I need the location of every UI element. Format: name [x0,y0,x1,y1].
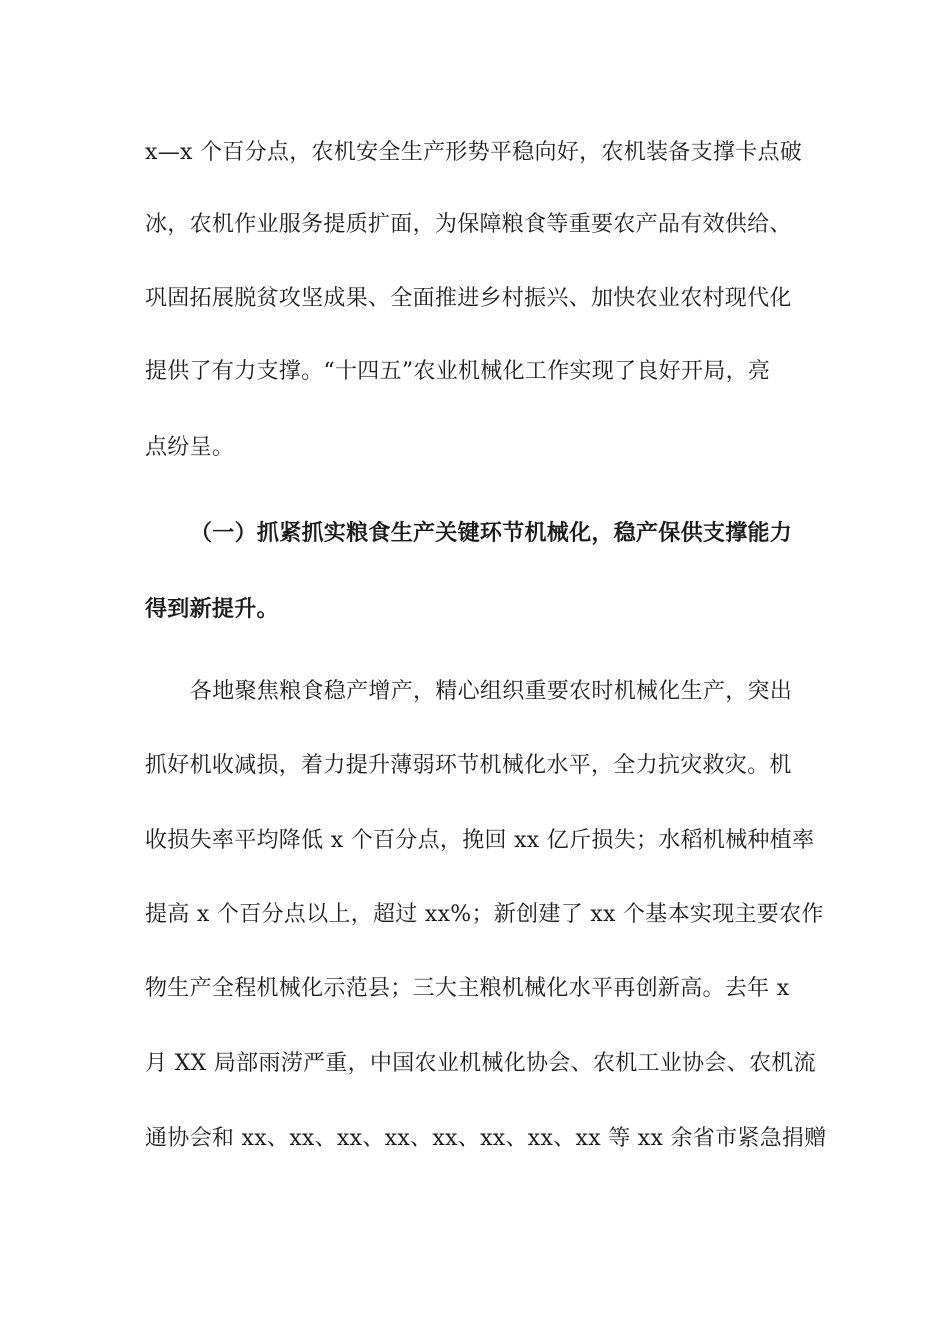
paragraph-line: 抓好机收减损，着力提升薄弱环节机械化水平，全力抗灾救灾。机 [145,753,792,778]
paragraph-line: 点纷呈。 [145,435,235,460]
section-heading-line: （一）抓紧抓实粮食生产关键环节机械化，稳产保供支撑能力 [190,520,793,546]
paragraph-line: 物生产全程机械化示范县；三大主粮机械化水平再创新高。去年 x [145,976,790,1001]
paragraph-line: 各地聚焦粮食稳产增产，精心组织重要农时机械化生产，突出 [190,679,793,704]
paragraph-line: 通协会和 xx、xx、xx、xx、xx、xx、xx、xx 等 xx 余省市紧急捐赠 [145,1126,827,1151]
paragraph-line: 收损失率平均降低 x 个百分点，挽回 xx 亿斤损失；水稻机械种植率 [145,828,815,853]
paragraph-line: 月 XX 局部雨涝严重，中国农业机械化协会、农机工业协会、农机流 [145,1051,816,1076]
paragraph-line: 提高 x 个百分点以上，超过 xx%；新创建了 xx 个基本实现主要农作 [145,902,824,927]
section-heading-line: 得到新提升。 [145,596,279,622]
paragraph-line: 巩固拓展脱贫攻坚成果、全面推进乡村振兴、加快农业农村现代化 [145,286,792,311]
paragraph-line: x—x 个百分点，农机安全生产形势平稳向好，农机装备支撑卡点破 [145,140,803,165]
paragraph-line: 提供了有力支撑。“十四五”农业机械化工作实现了良好开局，亮 [145,359,771,384]
paragraph-line: 冰，农机作业服务提质扩面，为保障粮食等重要农产品有效供给、 [145,212,792,237]
